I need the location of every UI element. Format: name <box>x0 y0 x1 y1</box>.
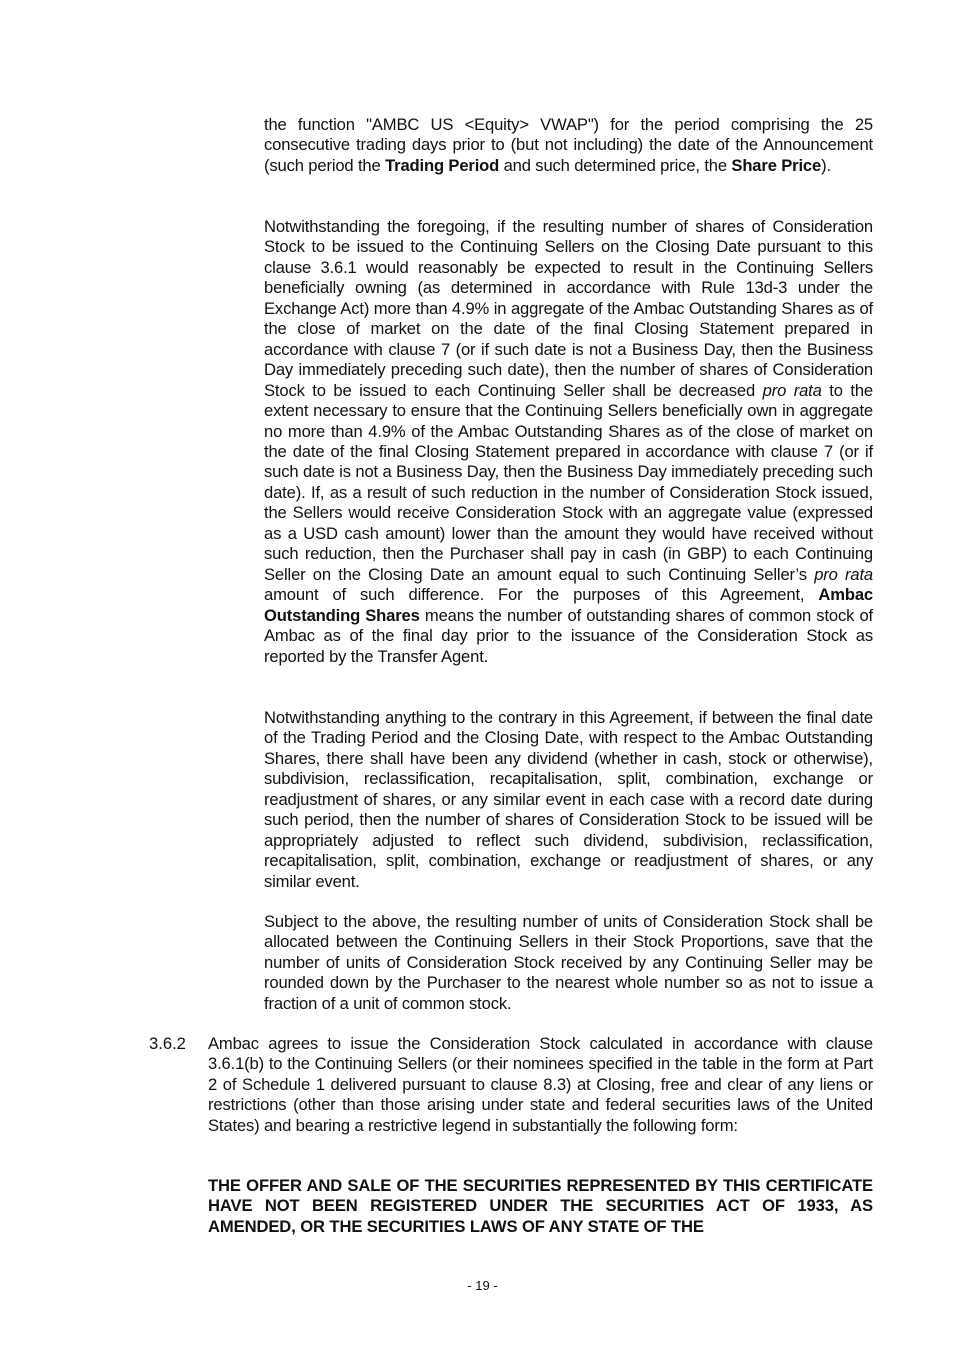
text-run: ). <box>821 155 831 175</box>
text-run: Notwithstanding the foregoing, if the resulting number of shares of Consideration Stock to be issued to the Continuing Sellers on the Closing Date pursuant to this clause 3.6.1 would reasonably be expected to result in the Continuing Sellers beneficially owning (as determined in accordance with Rule 13d-3 under the Exchange Act) more than 4.9% in aggregate of the Ambac Outstanding Shares as of the close of market on the date of the final Closing Statement prepared in accordance with clause 7 (or if such date is not a Business Day, then the Business Day immediately preceding such date), then the number of shares of Consideration Stock to be issued to each Continuing Seller shall be decreased <box>264 217 873 400</box>
text-run: and such determined price, the <box>499 155 732 175</box>
page-number: - 19 - <box>467 1278 498 1293</box>
defined-term: Share Price <box>731 155 822 175</box>
clause-3-6-2-text: Ambac agrees to issue the Consideration Stock calculated in accordance with clause 3.6.1(b) to the Continuing Sellers (or their nominees specified in the table in the form at Part 2 of Schedule 1 delivered pursuant to clause 8.3) at Closing, free and clear of any liens or restrictions (other than those arising under state and federal securities laws of the United States) and bearing a restrictive legend in substantially the following form: <box>208 1034 873 1135</box>
text-run: means the number of outstanding shares of common stock of Ambac as of the final day prior to the issuance of the Consideration Stock as reported by the Transfer Agent. <box>264 605 874 666</box>
defined-term: Trading Period <box>385 155 500 175</box>
text-run: the function "AMBC US <Equity> VWAP") for the period comprising the 25 consecutive trading days prior to (but not including) the date of the Announcement (such period the <box>264 115 873 175</box>
italic-phrase: pro rata <box>814 564 873 584</box>
text-run: amount of such difference. For the purposes of this Agreement, <box>264 585 819 605</box>
paragraph-adjustment <box>264 708 873 892</box>
paragraph-ownership-cap <box>264 217 873 667</box>
italic-phrase: pro rata <box>762 380 822 400</box>
paragraph-allocation <box>264 912 873 1014</box>
clause-number: 3.6.2 <box>149 1034 186 1053</box>
text-run: to the extent necessary to ensure that the Continuing Sellers beneficially own in aggregate no more than 4.9% of the Ambac Outstanding Shares as of the close of market on the date of the final Closing Statement prepared in accordance with clause 7 (or if such date is not a Business Day, then the Business Day immediately preceding such date). If, as a result of such reduction in the number of Consideration Stock issued, the Sellers would receive Consideration Stock with an aggregate value (expressed as a USD cash amount) lower than the amount they would have received without such reduction, then the Purchaser shall pay in cash (in GBP) to each Continuing Seller on the Closing Date an amount equal to such Continuing Seller’s <box>264 380 873 584</box>
text-run: Notwithstanding anything to the contrary in this Agreement, if between the final date of the Trading Period and the Closing Date, with respect to the Ambac Outstanding Shares, there shall have been any dividend (whether in cash, stock or otherwise), subdivision, reclassification, recapitalisation, split, combination, exchange or readjustment of shares, or any similar event in each case with a record date during such period, then the number of shares of Consideration Stock to be issued will be appropriately adjusted to reflect such dividend, subdivision, reclassification, recapitalisation, split, combination, exchange or readjustment of shares, or any similar event. <box>264 708 873 891</box>
paragraph-vwap-definition <box>264 115 873 176</box>
defined-term: Ambac Outstanding Shares <box>264 585 873 625</box>
restrictive-legend: THE OFFER AND SALE OF THE SECURITIES REPRESENTED BY THIS CERTIFICATE HAVE NOT BEEN REGISTERED UNDER THE SECURITIES ACT OF 1933, AS AMENDED, OR THE SECURITIES LAWS OF ANY STATE OF THE <box>208 1176 873 1236</box>
text-run: Subject to the above, the resulting number of units of Consideration Stock shall be allocated between the Continuing Sellers in their Stock Proportions, save that the number of units of Consideration Stock received by any Continuing Seller may be rounded down by the Purchaser to the nearest whole number so as not to issue a fraction of a unit of common stock. <box>264 912 873 1013</box>
